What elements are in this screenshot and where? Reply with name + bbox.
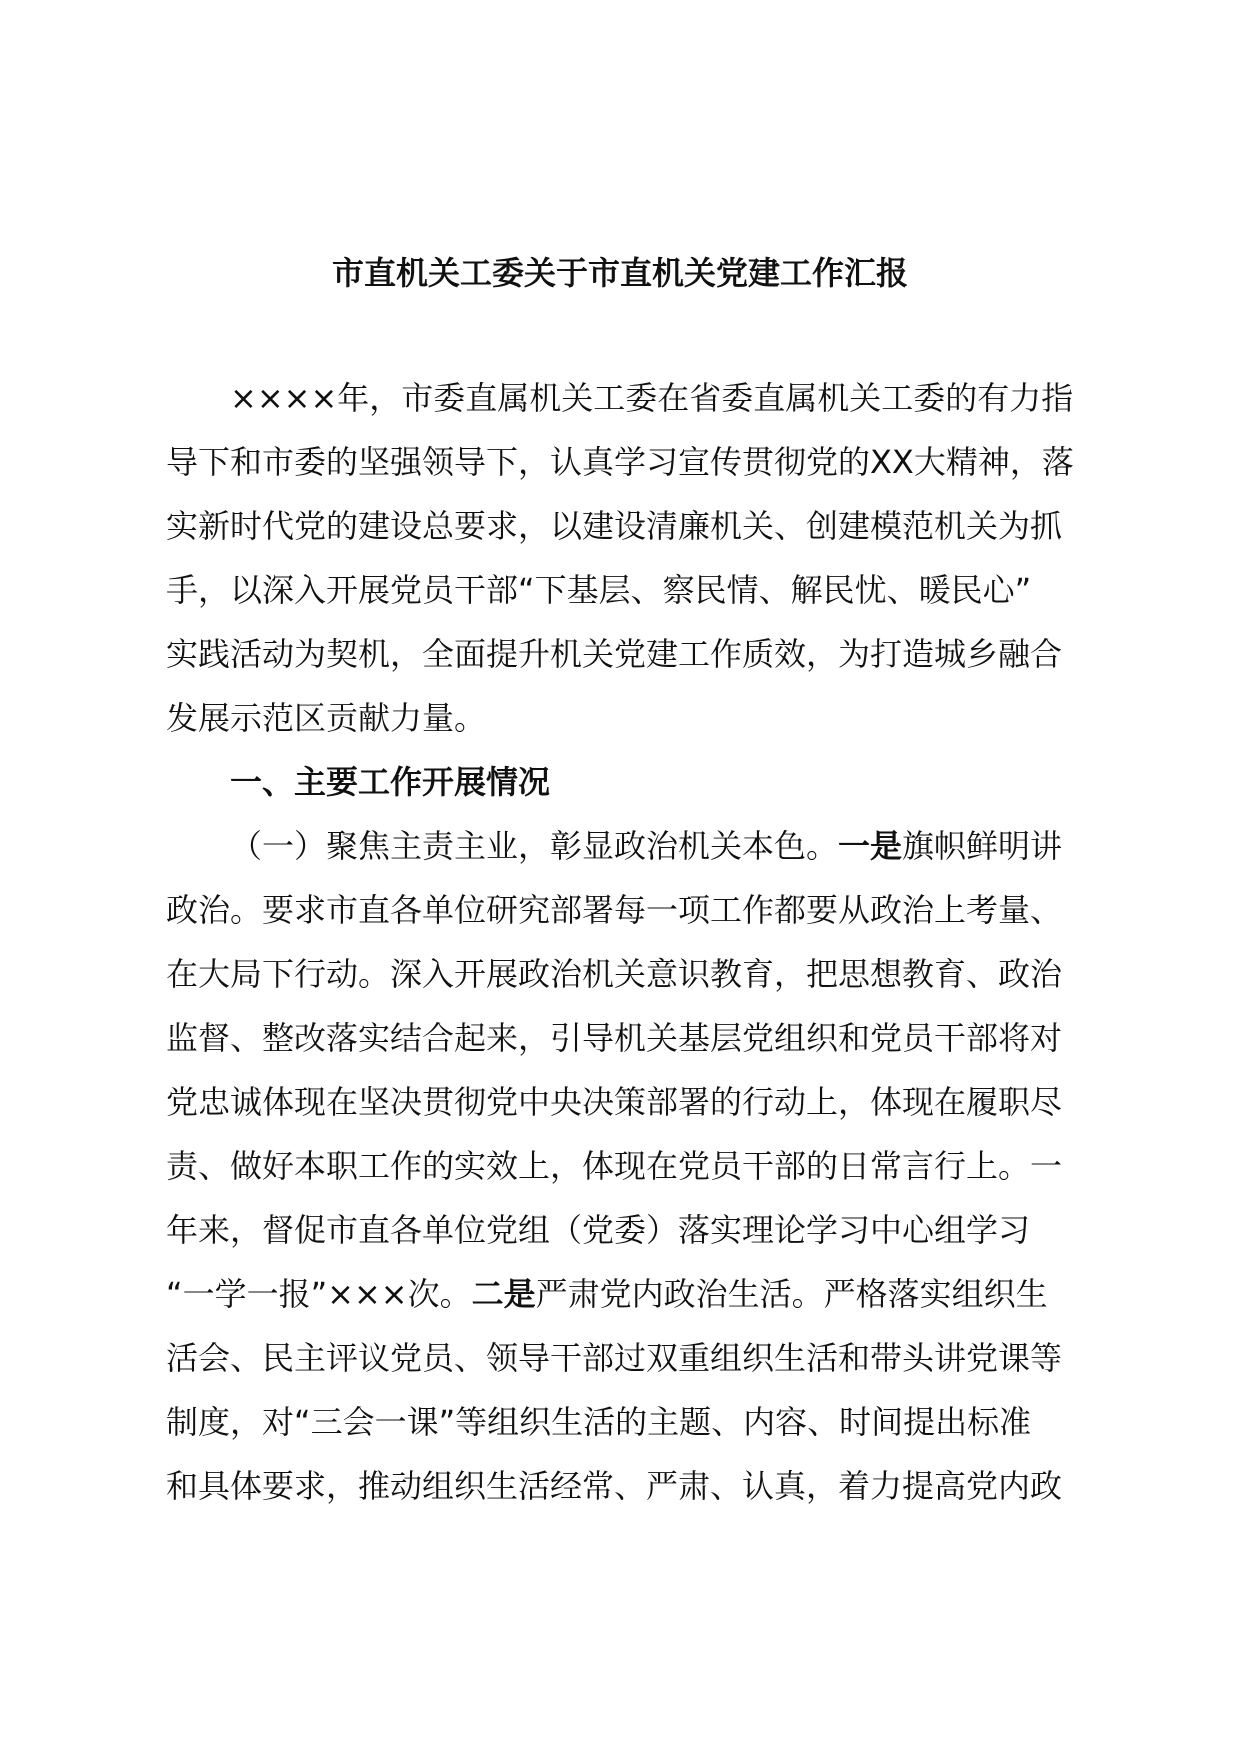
text-segment: 严肃党内政治生活。严格落实组织生: [535, 1275, 1048, 1313]
body-line: [166, 1006, 1126, 1070]
document-title: 市直机关工委关于市直机关党建工作汇报: [331, 254, 908, 292]
bold-text: 二是: [471, 1275, 536, 1313]
text-segment: 发展示范区贡献力量。: [166, 699, 487, 737]
body-line: [166, 1262, 1126, 1326]
text-segment: （一）聚焦主责主业，彰显政治机关本色。: [230, 827, 839, 865]
text-segment: 监督、整改落实结合起来，引导机关基层党组织和党员干部将对: [166, 1019, 1063, 1057]
text-segment: 导下和市委的坚强领导下，认真学习宣传贯彻党的XX大精神，落: [166, 443, 1074, 481]
text-segment: 责、做好本职工作的实效上，体现在党员干部的日常言行上。一: [166, 1147, 1063, 1185]
body-line: [166, 494, 1126, 558]
text-segment: 旗帜鲜明讲: [902, 827, 1063, 865]
text-segment: 在大局下行动。深入开展政治机关意识教育，把思想教育、政治: [166, 955, 1063, 993]
body-line: [166, 558, 1126, 622]
body-line: [166, 1134, 1126, 1198]
body-line: [166, 622, 1126, 686]
body-line: [166, 366, 1126, 430]
text-segment: 年来，督促市直各单位党组（党委）落实理论学习中心组学习: [166, 1211, 1031, 1249]
body-line: [166, 1390, 1126, 1454]
body-line: [166, 1070, 1126, 1134]
text-segment: 党忠诚体现在坚决贯彻党中央决策部署的行动上，体现在履职尽: [166, 1083, 1063, 1121]
bold-text: 一、主要工作开展情况: [230, 763, 551, 801]
body-line: [166, 1454, 1126, 1518]
text-segment: ××××年，市委直属机关工委在省委直属机关工委的有力指: [230, 379, 1074, 417]
body-line: [166, 814, 1126, 878]
body-line: [166, 1326, 1126, 1390]
document-body: [166, 366, 1126, 1518]
text-segment: 活会、民主评议党员、领导干部过双重组织生活和带头讲党课等: [166, 1339, 1063, 1377]
text-segment: 实新时代党的建设总要求，以建设清廉机关、创建模范机关为抓: [166, 507, 1063, 545]
bold-text: 一是: [838, 827, 903, 865]
text-segment: 制度，对“三会一课”等组织生活的主题、内容、时间提出标准: [166, 1403, 1032, 1441]
body-line: [166, 942, 1126, 1006]
text-segment: 实践活动为契机，全面提升机关党建工作质效，为打造城乡融合: [166, 635, 1063, 673]
body-line: [166, 750, 1126, 814]
text-segment: “一学一报”×××次。: [166, 1275, 472, 1313]
body-line: [166, 878, 1126, 942]
body-line: [166, 686, 1126, 750]
body-line: [166, 1198, 1126, 1262]
text-segment: 和具体要求，推动组织生活经常、严肃、认真，着力提高党内政: [166, 1467, 1063, 1505]
text-segment: 政治。要求市直各单位研究部署每一项工作都要从政治上考量、: [166, 891, 1063, 929]
text-segment: 手，以深入开展党员干部“下基层、察民情、解民忧、暖民心”: [166, 571, 1032, 609]
body-line: [166, 430, 1126, 494]
